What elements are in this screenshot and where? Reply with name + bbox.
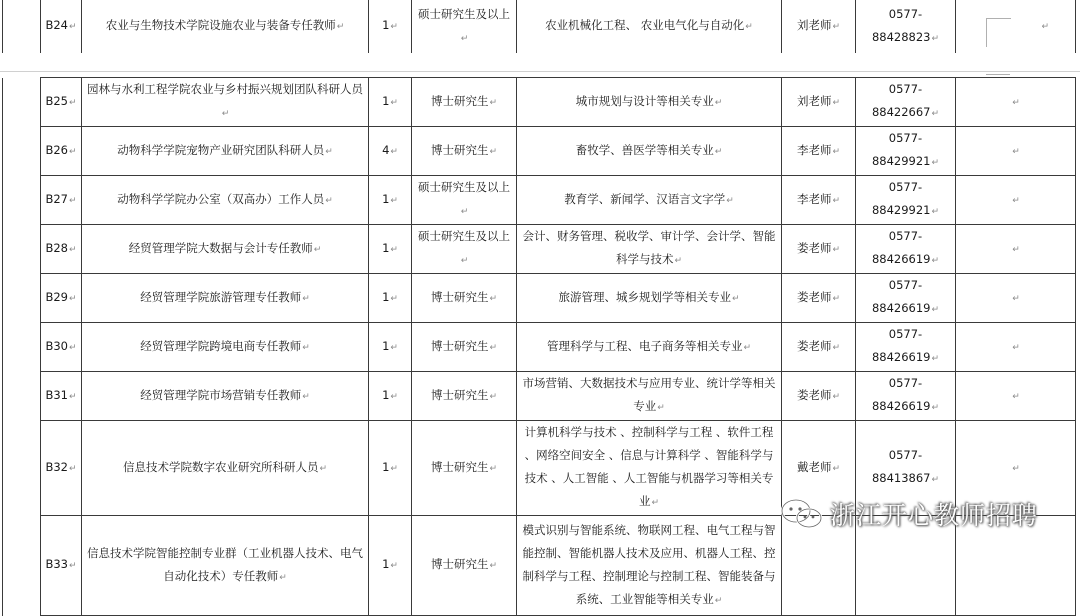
phone-cell: 0577-88426619↵ [856, 323, 956, 372]
post-cell: 经贸管理学院旅游管理专任教师↵ [82, 274, 369, 323]
table-row [3, 78, 1076, 127]
note-cell: ↵ [956, 274, 1076, 323]
phone-cell: 0577-88429921↵ [856, 127, 956, 176]
phone-cell: 0577-88413867↵ [856, 421, 956, 516]
contact-cell: 刘老师↵ [782, 0, 856, 54]
code-cell: B25↵ [41, 78, 82, 127]
major-cell: 旅游管理、城乡规划学等相关专业↵ [517, 274, 782, 323]
phone-cell: 0577-88426619↵ [856, 274, 956, 323]
contact-cell: 李老师↵ [782, 176, 856, 225]
edu-cell: 博士研究生↵ [412, 516, 517, 616]
category-cell [3, 78, 41, 616]
edu-cell: 硕士研究生及以上↵ [412, 176, 517, 225]
crop-mark [986, 18, 1011, 47]
post-cell: 信息技术学院智能控制专业群（工业机器人技术、电气自动化技术）专任教师↵ [82, 516, 369, 616]
table-row [3, 274, 1076, 323]
edu-cell: 博士研究生↵ [412, 323, 517, 372]
major-cell: 管理科学与工程、电子商务等相关专业↵ [517, 323, 782, 372]
code-cell: B24↵ [41, 0, 82, 54]
count-cell: 1↵ [369, 225, 412, 274]
edu-cell: 博士研究生↵ [412, 372, 517, 421]
post-cell: 信息技术学院数字农业研究所科研人员↵ [82, 421, 369, 516]
note-cell: ↵ [956, 323, 1076, 372]
post-cell: 经贸管理学院市场营销专任教师↵ [82, 372, 369, 421]
count-cell: 1↵ [369, 274, 412, 323]
table-main [2, 77, 1076, 616]
crop-mark [986, 74, 1010, 76]
post-cell: 农业与生物技术学院设施农业与装备专任教师↵ [82, 0, 369, 54]
major-cell: 会计、财务管理、税收学、审计学、会计学、智能科学与技术↵ [517, 225, 782, 274]
code-cell: B28↵ [41, 225, 82, 274]
code-cell: B31↵ [41, 372, 82, 421]
code-cell: B26↵ [41, 127, 82, 176]
table-row [3, 127, 1076, 176]
table-row [3, 225, 1076, 274]
watermark [780, 494, 1038, 534]
note-cell: ↵ [956, 0, 1076, 54]
code-cell: B27↵ [41, 176, 82, 225]
count-cell: 4↵ [369, 127, 412, 176]
major-cell: 城市规划与设计等相关专业↵ [517, 78, 782, 127]
phone-cell: 0577-88422667↵ [856, 78, 956, 127]
count-cell: 1↵ [369, 516, 412, 616]
major-cell: 模式识别与智能系统、物联网工程、电气工程与智能控制、智能机器人技术及应用、机器人工程、控制科学与工程、控制理论与控制工程、智能装备与系统、工业智能等相关专业↵ [517, 516, 782, 616]
edu-cell: 博士研究生↵ [412, 421, 517, 516]
code-cell: B29↵ [41, 274, 82, 323]
post-cell: 动物科学学院办公室（双高办）工作人员↵ [82, 176, 369, 225]
code-cell: B32↵ [41, 421, 82, 516]
contact-cell: 李老师↵ [782, 127, 856, 176]
contact-cell: 娄老师↵ [782, 323, 856, 372]
post-cell: 园林与水利工程学院农业与乡村振兴规划团队科研人员↵ [82, 78, 369, 127]
note-cell: ↵ [956, 225, 1076, 274]
edu-cell: 硕士研究生及以上↵ [412, 0, 517, 54]
contact-cell: 戴老师↵ [782, 421, 856, 516]
page-break-line [0, 71, 1080, 72]
wechat-icon [780, 497, 824, 531]
code-cell: B33↵ [41, 516, 82, 616]
table-row [3, 323, 1076, 372]
phone-cell: 0577-88428823↵ [856, 0, 956, 54]
phone-cell: 0577-88426619↵ [856, 225, 956, 274]
count-cell: 1↵ [369, 176, 412, 225]
phone-cell: 0577-88426619↵ [856, 372, 956, 421]
edu-cell: 硕士研究生及以上↵ [412, 225, 517, 274]
edu-cell: 博士研究生↵ [412, 78, 517, 127]
major-cell: 市场营销、大数据技术与应用专业、统计学等相关专业↵ [517, 372, 782, 421]
edu-cell: 博士研究生↵ [412, 274, 517, 323]
contact-cell: 娄老师↵ [782, 372, 856, 421]
page-break [0, 53, 1080, 77]
note-cell: ↵ [956, 421, 1076, 516]
major-cell: 农业机械化工程、 农业电气化与自动化↵ [517, 0, 782, 54]
post-cell: 动物科学学院宠物产业研究团队科研人员↵ [82, 127, 369, 176]
count-cell: 1↵ [369, 78, 412, 127]
count-cell: 1↵ [369, 421, 412, 516]
major-cell: 计算机科学与技术 、控制科学与工程 、软件工程 、网络空间安全 、信息与计算科学 、智能科学与技术 、人工智能 、人工智能与机器学习等相关专业↵ [517, 421, 782, 516]
major-cell: 教育学、新闻学、汉语言文字学↵ [517, 176, 782, 225]
table-row [3, 372, 1076, 421]
post-cell: 经贸管理学院跨境电商专任教师↵ [82, 323, 369, 372]
contact-cell: 娄老师↵ [782, 274, 856, 323]
count-cell: 1↵ [369, 372, 412, 421]
note-cell: ↵ [956, 372, 1076, 421]
watermark-text: 浙江开心教师招聘 [830, 501, 1039, 530]
phone-cell: 0577-88429921↵ [856, 176, 956, 225]
count-cell: 1↵ [369, 0, 412, 54]
contact-cell: 刘老师↵ [782, 78, 856, 127]
post-cell: 经贸管理学院大数据与会计专任教师↵ [82, 225, 369, 274]
major-cell: 畜牧学、兽医学等相关专业↵ [517, 127, 782, 176]
table-top-fragment [2, 0, 1076, 54]
note-cell: ↵ [956, 176, 1076, 225]
note-cell: ↵ [956, 127, 1076, 176]
table-row [3, 0, 1076, 54]
edu-cell: 博士研究生↵ [412, 127, 517, 176]
category-cell [3, 0, 41, 54]
contact-cell: 娄老师↵ [782, 225, 856, 274]
table-row [3, 176, 1076, 225]
count-cell: 1↵ [369, 323, 412, 372]
code-cell: B30↵ [41, 323, 82, 372]
note-cell: ↵ [956, 78, 1076, 127]
